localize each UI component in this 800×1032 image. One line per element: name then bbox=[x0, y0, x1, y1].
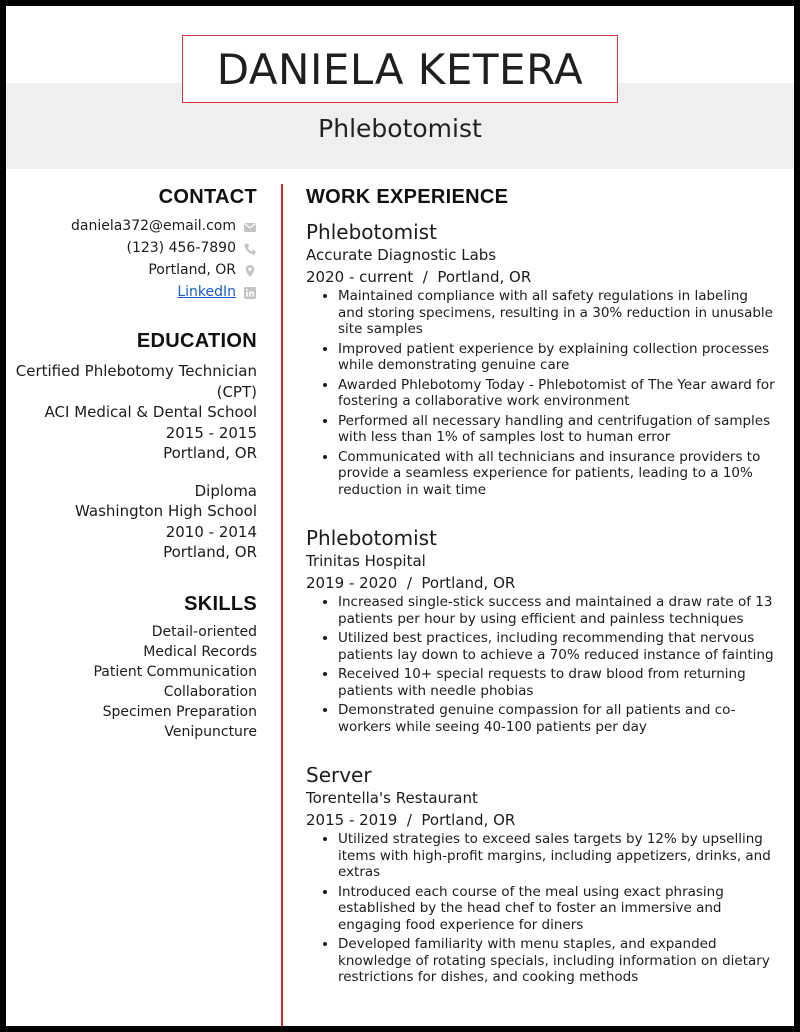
education-location: Portland, OR bbox=[163, 444, 257, 462]
column-divider bbox=[281, 184, 283, 1026]
skills-section bbox=[12, 593, 257, 742]
contact-email: daniela372@email.com bbox=[71, 218, 236, 234]
location-pin-icon bbox=[243, 263, 257, 277]
work-experience-section bbox=[306, 186, 776, 209]
education-school: Washington High School bbox=[75, 502, 257, 520]
job-bullets bbox=[306, 831, 776, 986]
job-bullet: • Utilized best practices, including recommending that nervous patients lay down to achieve a 70% reduced instance of fainting bbox=[338, 630, 776, 663]
skill-item: Detail-oriented bbox=[151, 624, 257, 640]
job-company: Trinitas Hospital bbox=[306, 552, 426, 570]
education-heading: EDUCATION bbox=[136, 330, 257, 352]
skills-heading: SKILLS bbox=[184, 593, 257, 615]
candidate-name: DANIELA KETERA bbox=[216, 44, 584, 94]
education-degree: Diploma bbox=[194, 481, 257, 500]
job-entry bbox=[306, 220, 776, 501]
job-bullet: • Received 10+ special requests to draw blood from returning patients with needle phobias bbox=[338, 666, 776, 699]
job-bullets bbox=[306, 594, 776, 735]
job-bullet: • Developed familiarity with menu staples, and expanded knowledge of rotating specials, including information on dietary restrictions for dishes, and cooking methods bbox=[338, 936, 776, 986]
education-school: ACI Medical & Dental School bbox=[44, 403, 257, 421]
education-entry bbox=[12, 481, 257, 563]
job-bullet: • Demonstrated genuine compassion for all patients and co-workers while seeing 40-100 patients per day bbox=[338, 702, 776, 735]
job-title: Phlebotomist bbox=[306, 220, 437, 244]
education-entry bbox=[12, 361, 257, 464]
job-title: Server bbox=[306, 763, 372, 787]
contact-section bbox=[12, 186, 257, 303]
skill-item: Patient Communication bbox=[93, 664, 257, 680]
job-company: Torentella's Restaurant bbox=[306, 789, 478, 807]
name-box bbox=[182, 35, 618, 103]
education-degree: Certified Phlebotomy Technician bbox=[15, 362, 257, 380]
job-bullets bbox=[306, 288, 776, 498]
job-bullet: • Increased single-stick success and maintained a draw rate of 13 patients per hour by using efficient and painless techniques bbox=[338, 594, 776, 627]
job-bullet: • Improved patient experience by explaining collection processes while demonstrating genuine care bbox=[338, 341, 776, 374]
job-title: Phlebotomist bbox=[306, 526, 437, 550]
education-dates: 2015 - 2015 bbox=[165, 423, 257, 442]
skill-item: Collaboration bbox=[163, 684, 257, 700]
work-experience-heading: WORK EXPERIENCE bbox=[306, 186, 509, 208]
skill-item: Venipuncture bbox=[164, 724, 257, 740]
contact-heading: CONTACT bbox=[158, 186, 257, 208]
job-dates-location: 2020 - current / Portland, OR bbox=[306, 268, 532, 286]
contact-location-row bbox=[12, 259, 257, 281]
education-degree-cont: (CPT) bbox=[216, 382, 257, 401]
contact-phone: (123) 456-7890 bbox=[126, 240, 236, 256]
job-entry bbox=[306, 763, 776, 989]
contact-location: Portland, OR bbox=[148, 262, 236, 278]
job-entry bbox=[306, 526, 776, 738]
linkedin-icon[interactable] bbox=[243, 285, 257, 299]
job-dates-location: 2015 - 2019 / Portland, OR bbox=[306, 811, 516, 829]
job-bullet: • Introduced each course of the meal using exact phrasing established by the head chef to foster an immersive and engaging food experience for diners bbox=[338, 884, 776, 934]
job-bullet: • Performed all necessary handling and centrifugation of samples with less than 1% of samples lost to human error bbox=[338, 413, 776, 446]
job-bullet: • Utilized strategies to exceed sales targets by 12% by upselling items with high-profit margins, including appetizers, drinks, and extras bbox=[338, 831, 776, 881]
job-bullet: • Maintained compliance with all safety regulations in labeling and storing specimens, resulting in a 30% reduction in unusable site samples bbox=[338, 288, 776, 338]
job-bullet: • Awarded Phlebotomy Today - Phlebotomist of The Year award for fostering a collaborative work environment bbox=[338, 377, 776, 410]
linkedin-link[interactable]: LinkedIn bbox=[177, 284, 236, 300]
envelope-icon bbox=[243, 219, 257, 233]
skill-item: Medical Records bbox=[143, 644, 257, 660]
contact-linkedin-row bbox=[12, 281, 257, 303]
skill-item: Specimen Preparation bbox=[102, 704, 257, 720]
contact-phone-row bbox=[12, 237, 257, 259]
job-bullet: • Communicated with all technicians and insurance providers to provide a seamless experience for patients, leading to a 10% reduction in wait time bbox=[338, 449, 776, 499]
contact-email-row bbox=[12, 215, 257, 237]
phone-icon bbox=[243, 241, 257, 255]
job-title-header: Phlebotomist bbox=[318, 114, 482, 143]
job-company: Accurate Diagnostic Labs bbox=[306, 246, 497, 264]
job-dates-location: 2019 - 2020 / Portland, OR bbox=[306, 574, 516, 592]
education-dates: 2010 - 2014 bbox=[165, 522, 257, 541]
education-section bbox=[12, 330, 257, 563]
education-location: Portland, OR bbox=[163, 543, 257, 561]
